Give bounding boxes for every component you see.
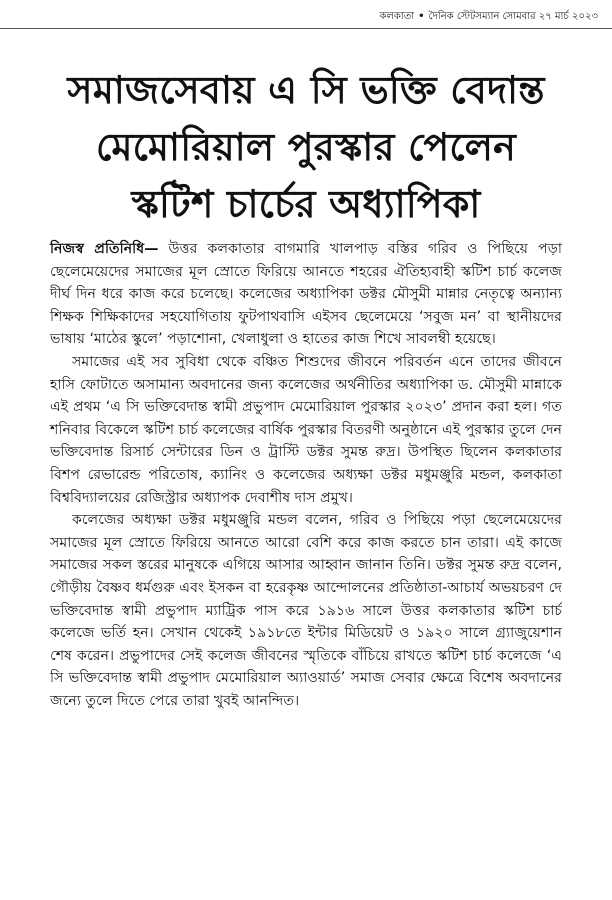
header-separator: • [418, 11, 425, 22]
article-byline: নিজস্ব প্রতিনিধি— [50, 241, 159, 257]
header-city: কলকাতা [379, 11, 415, 22]
header-publication-date: দৈনিক স্টেটসম্যান সোমবার ২৭ মার্চ ২০২৩ [428, 11, 598, 22]
paragraph-1-text: উত্তর কলকাতার বাগমারি খালপাড় বস্তির গরিব ও পিছিয়ে পড়া ছেলেমেয়েদের সমাজের মূল স্রোতে ফিরিয়ে আনতে শহরের ঐতিহ্যবাহী স্কটিশ চার্চ কলেজ দীর্ঘ দিন ধরে কাজ করে চলেছে। কলেজের অধ্যাপিকা ডক্টর মৌসুমী মান্নার নেতৃত্বে অন্যান্য শিক্ষক শিক্ষিকাদের সহযোগিতায় ফুটপাথবাসি এইসব ছেলেমেয়ে ‘সবুজ মন’ বা স্থানীয়দের ভাষায় ‘মাঠের স্কুলে’ পড়াশোনা, খেলাধুলা ও হাতের কাজ শিখে সাবলম্বী হয়েছে। [50, 241, 562, 348]
headline-line-1: সমাজসেবায় এ সি ভক্তি বেদান্ত [67, 68, 545, 112]
article-headline [20, 62, 592, 233]
article-paragraph-1 [50, 238, 562, 351]
article-paragraph-3: কলেজের অধ্যক্ষা ডক্টর মধুমঞ্জুরি মন্ডল বলেন, গরিব ও পিছিয়ে পড়া ছেলেমেয়েদের সমাজের মূল স্রোতে ফিরিয়ে আনতে আরো বেশি করে কাজ করতে চান তারা। এই কাজে সমাজের সকল স্তরের মানুষকে এগিয়ে আসার আহ্বান জানান তিনি। ডক্টর সুমন্ত রুদ্র বলেন, গৌড়ীয় বৈষ্ণব ধর্মগুরু এবং ইসকন বা হরেকৃষ্ণ আন্দোলনের প্রতিষ্ঠাতা-আচার্য অভয়চরণ দে ভক্তিবেদান্ত স্বামী প্রভুপাদ ম্যাট্রিক পাস করে ১৯১৬ সালে উত্তর কলকাতার স্কটিশ চার্চ কলেজে ভর্তি হন। সেখান থেকেই ১৯১৮তে ইন্টার মিডিয়েট ও ১৯২০ সালে গ্র্যাজুয়েশান শেষ করেন। প্রভুপাদের সেই কলেজ জীবনের স্মৃতিকে বাঁচিয়ে রাখতে স্কটিশ চার্চ কলেজে ‘এ সি ভক্তিবেদান্ত স্বামী প্রভুপাদ মেমোরিয়াল অ্যাওয়ার্ড’ সমাজ সেবার ক্ষেত্রে বিশেষ অবদানের জন্যে তুলে দিতে পেরে তারা খুবই আনন্দিত। [50, 512, 562, 709]
headline-line-3: স্কটিশ চার্চের অধ্যাপিকা [131, 182, 481, 226]
article-paragraph-2: সমাজের এই সব সুবিধা থেকে বঞ্চিত শিশুদের জীবনে পরিবর্তন এনে তাদের জীবনে হাসি ফোটাতে অসামান্য অবদানের জন্য কলেজের অর্থনীতির অধ্যাপিকা ড. মৌসুমী মান্নাকে এই প্রথম ‘এ সি ভক্তিবেদান্ত স্বামী প্রভুপাদ মেমোরিয়াল পুরস্কার ২০২৩’ প্রদান করা হল। গত শনিবার বিকেলে স্কটিশ চার্চ কলেজের বার্ষিক পুরস্কার বিতরণী অনুষ্ঠানে এই পুরস্কার তুলে দেন ভক্তিবেদান্ত রিসার্চ সেন্টারের ডিন ও ট্রাস্টি ডক্টর সুমন্ত রুদ্র। উপস্থিত ছিলেন কলকাতার বিশপ রেভারেন্ড পরিতোষ, ক্যানিং ও কলেজের অধ্যক্ষা ডক্টর মধুমঞ্জুরি মন্ডল, কলকাতা বিশ্ববিদ্যালয়ের রেজিস্ট্রার অধ্যাপক দেবাশীষ দাস প্রমুখ। [50, 353, 562, 506]
page-header [379, 9, 598, 26]
headline-line-2: মেমোরিয়াল পুরস্কার পেলেন [95, 125, 517, 169]
article-body [50, 238, 562, 712]
